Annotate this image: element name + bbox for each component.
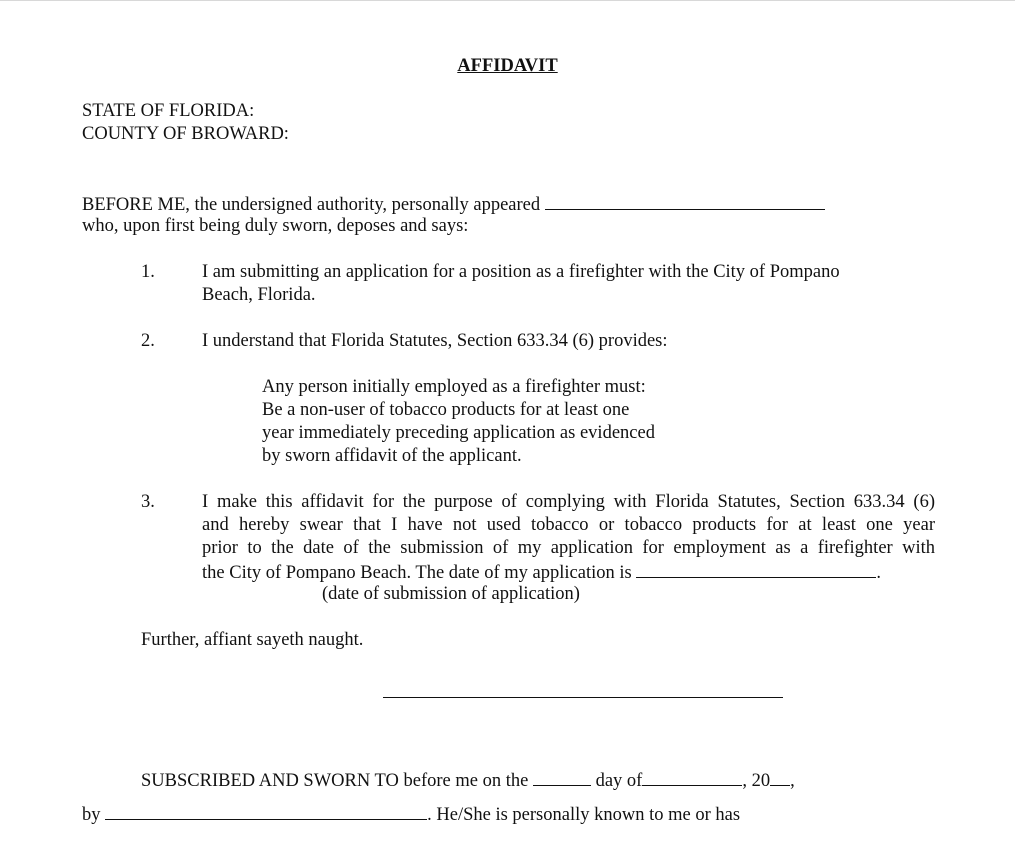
month-field[interactable]	[642, 768, 742, 786]
year-field[interactable]	[770, 768, 790, 786]
item-3-line-4-text: the City of Pompano Beach. The date of my application is	[202, 563, 632, 583]
affiant-name-field[interactable]	[545, 192, 825, 210]
item-1-line-2: Beach, Florida.	[202, 285, 316, 305]
intro-line-2: who, upon first being duly sworn, deposes and says:	[82, 216, 469, 236]
jurat-text-1: SUBSCRIBED AND SWORN TO before me on the	[141, 771, 529, 791]
item-3-line-3: prior to the date of the submission of my application for employment as a firefighter with	[202, 538, 935, 558]
quote-line-4: by sworn affidavit of the applicant.	[262, 446, 522, 466]
jurat-text-3: , 20	[742, 771, 771, 791]
item-2-number: 2.	[141, 331, 155, 351]
by-name-field[interactable]	[105, 802, 427, 820]
jurat-by: by	[82, 805, 101, 825]
item-3-line-4-period: .	[876, 563, 881, 583]
item-3-line-1: I make this affidavit for the purpose of complying with Florida Statutes, Section 633.34 (6)	[202, 492, 935, 512]
quote-line-3: year immediately preceding application as evidenced	[262, 423, 655, 443]
intro-text: BEFORE ME, the undersigned authority, personally appeared	[82, 195, 541, 215]
quote-line-2: Be a non-user of tobacco products for at least one	[262, 400, 630, 420]
state-line: STATE OF FLORIDA:	[82, 101, 255, 121]
item-3-line-4	[202, 560, 881, 585]
quote-line-1: Any person initially employed as a firefighter must:	[262, 377, 646, 397]
item-3-line-2: and hereby swear that I have not used tobacco or tobacco products for at least one year	[202, 515, 935, 535]
item-1-number: 1.	[141, 262, 155, 282]
page-top-border	[0, 0, 1015, 1]
item-3-number: 3.	[141, 492, 155, 512]
day-field[interactable]	[533, 768, 591, 786]
intro-line-1	[82, 192, 825, 217]
item-3-paragraph	[202, 491, 935, 560]
document-title: AFFIDAVIT	[457, 56, 558, 76]
application-date-field[interactable]	[636, 560, 876, 578]
jurat-known-text: . He/She is personally known to me or has	[427, 805, 741, 825]
affiant-signature-line[interactable]	[383, 697, 783, 698]
jurat-text-4: ,	[790, 771, 795, 791]
item-1-line-1: I am submitting an application for a position as a firefighter with the City of Pompano	[202, 262, 840, 282]
item-2-line-1: I understand that Florida Statutes, Section 633.34 (6) provides:	[202, 331, 668, 351]
jurat-text-2: day of	[595, 771, 643, 791]
further-line: Further, affiant sayeth naught.	[141, 630, 364, 650]
date-caption: (date of submission of application)	[322, 584, 580, 604]
county-line: COUNTY OF BROWARD:	[82, 124, 289, 144]
jurat-line	[141, 768, 795, 793]
jurat-by-line	[82, 802, 740, 827]
